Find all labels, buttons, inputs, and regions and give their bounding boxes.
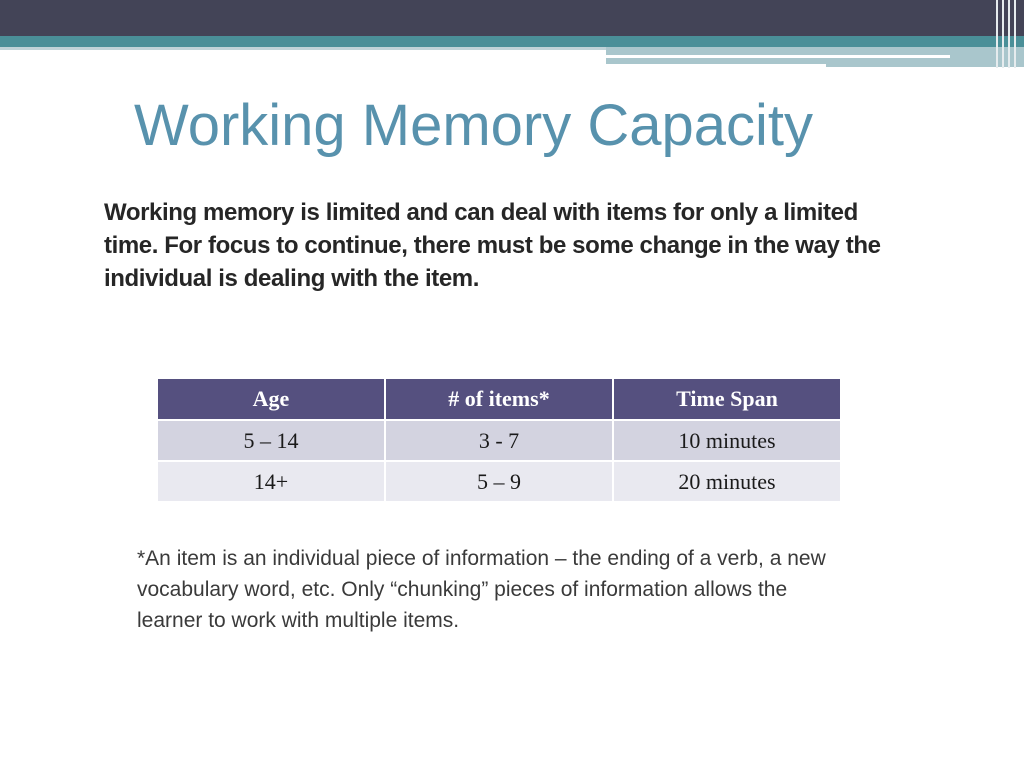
capacity-table xyxy=(156,377,842,503)
accent-band xyxy=(0,36,1024,47)
footnote-text: *An item is an individual piece of information – the ending of a verb, a new vocabulary word, etc. Only “chunking” pieces of information allows the learner to work with multiple items. xyxy=(137,547,826,632)
cell-age: 14+ xyxy=(157,461,385,502)
cell-time-span: 10 minutes xyxy=(613,420,841,461)
header-time-span: Time Span xyxy=(613,378,841,420)
cell-items: 5 – 9 xyxy=(385,461,613,502)
accent-line-lower xyxy=(606,64,826,67)
table-row xyxy=(157,461,841,502)
header-band xyxy=(0,0,1024,36)
cell-items: 3 - 7 xyxy=(385,420,613,461)
table-header-row xyxy=(157,378,841,420)
table-row xyxy=(157,420,841,461)
slide-title: Working Memory Capacity xyxy=(134,93,814,158)
header-age: Age xyxy=(157,378,385,420)
accent-line xyxy=(606,55,950,58)
intro-text: Working memory is limited and can deal with items for only a limited time. For focus to continue, there must be some change in the way the individual is dealing with the item. xyxy=(104,199,881,292)
header-items: # of items* xyxy=(385,378,613,420)
cell-age: 5 – 14 xyxy=(157,420,385,461)
accent-band-light xyxy=(0,47,606,50)
corner-stripes xyxy=(992,0,1024,68)
cell-time-span: 20 minutes xyxy=(613,461,841,502)
